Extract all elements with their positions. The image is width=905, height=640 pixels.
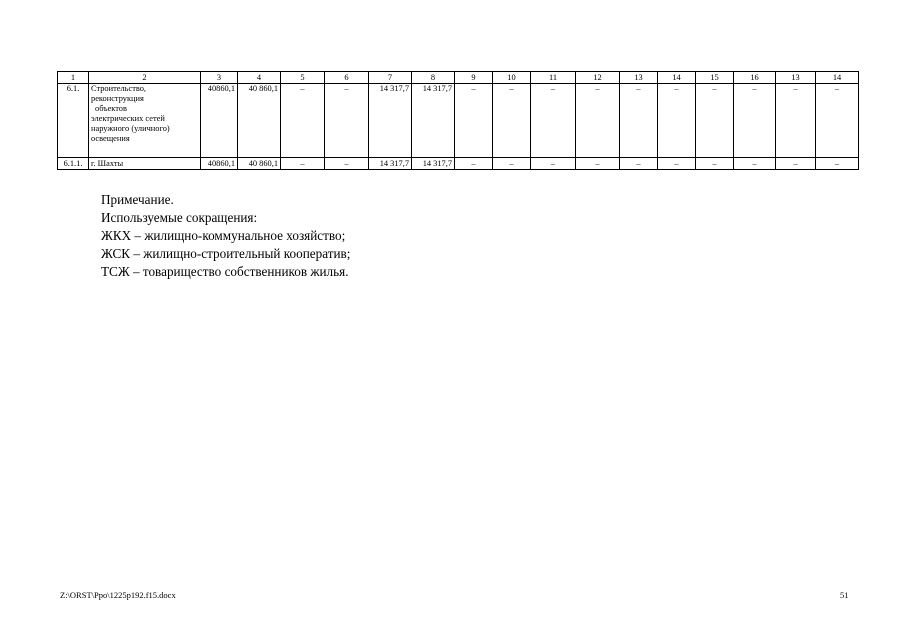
abbreviation-item: ТСЖ – товарищество собственников жилья. — [101, 264, 349, 279]
value-cell: – — [455, 158, 493, 170]
value-cell: – — [455, 84, 493, 158]
abbreviation-item: ЖСК – жилищно-строительный кооператив; — [101, 246, 351, 261]
table-row — [58, 84, 859, 158]
row-name-line: электрических сетей — [91, 114, 165, 123]
column-header: 3 — [201, 72, 238, 84]
value-cell: 40860,1 — [201, 84, 238, 158]
value-cell: – — [620, 158, 658, 170]
column-header: 11 — [531, 72, 576, 84]
row-name-line: г. Шахты — [91, 159, 124, 168]
value-cell: 40 860,1 — [238, 158, 281, 170]
column-header: 10 — [493, 72, 531, 84]
value-cell: – — [776, 84, 816, 158]
column-header: 14 — [816, 72, 859, 84]
value-cell: – — [696, 158, 734, 170]
row-name-line: наружного (уличного) — [91, 124, 170, 133]
notes-block — [101, 191, 350, 281]
column-header: 15 — [696, 72, 734, 84]
row-name-line: реконструкция — [91, 94, 144, 103]
value-cell: 14 317,7 — [412, 158, 455, 170]
value-cell: – — [531, 158, 576, 170]
column-header: 7 — [369, 72, 412, 84]
value-cell: – — [576, 84, 620, 158]
row-number: 6.1. — [58, 84, 89, 158]
file-path: Z:\ORST\Ppo\1225p192.f15.docx — [60, 590, 176, 600]
value-cell: – — [816, 158, 859, 170]
column-header: 2 — [89, 72, 201, 84]
page-number: 51 — [840, 590, 849, 600]
value-cell: – — [281, 84, 325, 158]
row-name-line: объектов — [95, 104, 127, 113]
row-name-line: освещения — [91, 134, 130, 143]
column-header: 1 — [58, 72, 89, 84]
value-cell: – — [531, 84, 576, 158]
value-cell: – — [325, 84, 369, 158]
value-cell: – — [776, 158, 816, 170]
column-header: 9 — [455, 72, 493, 84]
column-header: 12 — [576, 72, 620, 84]
value-cell: – — [493, 158, 531, 170]
column-header: 8 — [412, 72, 455, 84]
budget-table — [57, 71, 859, 170]
value-cell: – — [696, 84, 734, 158]
column-header: 16 — [734, 72, 776, 84]
value-cell: 40860,1 — [201, 158, 238, 170]
row-name-line: Строительство, — [91, 84, 147, 93]
notes-title: Примечание. — [101, 192, 174, 207]
value-cell: – — [281, 158, 325, 170]
notes-subtitle: Используемые сокращения: — [101, 210, 258, 225]
table-row — [58, 158, 859, 170]
value-cell: – — [620, 84, 658, 158]
column-header: 4 — [238, 72, 281, 84]
column-header: 5 — [281, 72, 325, 84]
value-cell: 14 317,7 — [412, 84, 455, 158]
value-cell: – — [816, 84, 859, 158]
column-header: 14 — [658, 72, 696, 84]
row-name-cell — [89, 84, 201, 158]
value-cell: – — [493, 84, 531, 158]
abbreviation-item: ЖКХ – жилищно-коммунальное хозяйство; — [101, 228, 346, 243]
row-number: 6.1.1. — [58, 158, 89, 170]
value-cell: – — [734, 84, 776, 158]
row-name-cell — [89, 158, 201, 170]
value-cell: 40 860,1 — [238, 84, 281, 158]
column-header: 13 — [620, 72, 658, 84]
column-header: 6 — [325, 72, 369, 84]
column-header: 13 — [776, 72, 816, 84]
table-header-row — [58, 72, 859, 84]
value-cell: – — [658, 158, 696, 170]
value-cell: – — [576, 158, 620, 170]
value-cell: 14 317,7 — [369, 84, 412, 158]
value-cell: – — [734, 158, 776, 170]
value-cell: 14 317,7 — [369, 158, 412, 170]
value-cell: – — [325, 158, 369, 170]
value-cell: – — [658, 84, 696, 158]
